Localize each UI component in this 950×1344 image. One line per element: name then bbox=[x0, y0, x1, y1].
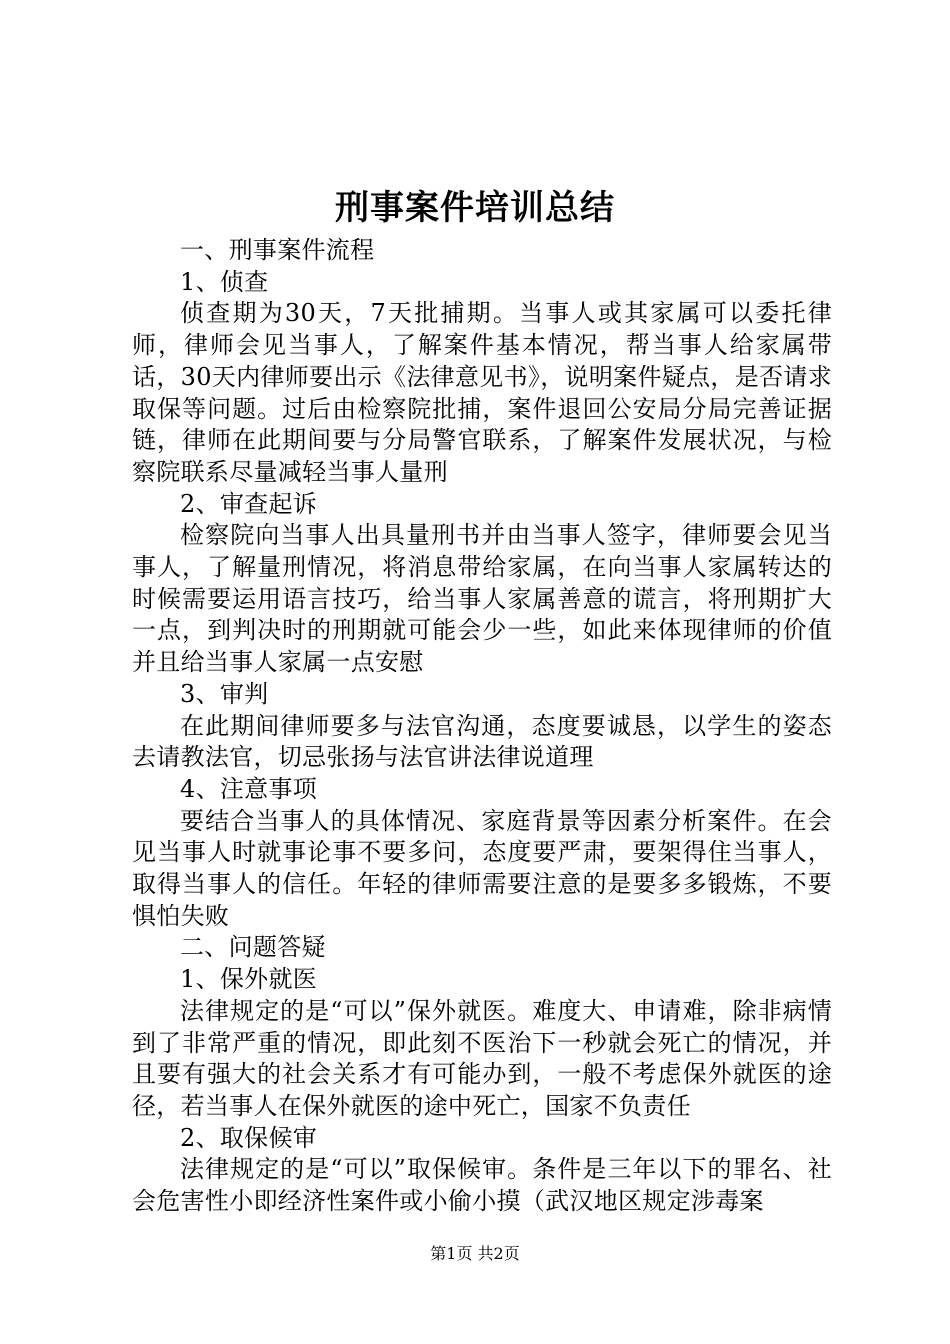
document-body bbox=[132, 235, 832, 1218]
subsection-heading: 2、审查起诉 bbox=[180, 489, 318, 518]
body-paragraph: 法律规定的是“可以”保外就医。难度大、申请难，除非病情到了非常严重的情况，即此刻不医治下一秒就会死亡的情况，并且要有强大的社会关系才有可能办到，一般不考虑保外就医的途径，若当事人在保外就医的途中死亡，国家不负责任 bbox=[132, 996, 832, 1120]
subsection-heading: 4、注意事项 bbox=[180, 774, 318, 803]
body-paragraph: 法律规定的是“可以”取保候审。条件是三年以下的罪名、社会危害性小即经济性案件或小偷小摸（武汉地区规定涉毒案 bbox=[132, 1155, 832, 1216]
subsection-heading: 3、审判 bbox=[180, 679, 269, 708]
document-title: 刑事案件培训总结 bbox=[335, 188, 615, 228]
subsection-heading: 2、取保候审 bbox=[180, 1123, 318, 1152]
body-paragraph: 检察院向当事人出具量刑书并由当事人签字，律师要会见当事人，了解量刑情况，将消息带给家属，在向当事人家属转达的时候需要运用语言技巧，给当事人家属善意的谎言，将刑期扩大一点，到判决时的刑期就可能会少一些，如此来体现律师的价值并且给当事人家属一点安慰 bbox=[132, 521, 832, 677]
body-paragraph: 要结合当事人的具体情况、家庭背景等因素分析案件。在会见当事人时就事论事不要多问，态度要严肃，要架得住当事人，取得当事人的信任。年轻的律师需要注意的是要多多锻炼，不要惧怕失败 bbox=[132, 806, 832, 930]
body-paragraph: 在此期间律师要多与法官沟通，态度要诚恳，以学生的姿态去请教法官，切忌张扬与法官讲法律说道理 bbox=[132, 711, 832, 772]
body-paragraph: 侦查期为30天，7天批捕期。当事人或其家属可以委托律师，律师会见当事人，了解案件基本情况，帮当事人给家属带话，30天内律师要出示《法律意见书》，说明案件疑点，是否请求取保等问题。过后由检察院批捕，案件退回公安局分局完善证据链，律师在此期间要与分局警官联系，了解案件发展状况，与检察院联系尽量减轻当事人量刑 bbox=[132, 299, 832, 486]
subsection-heading: 1、侦查 bbox=[180, 267, 269, 296]
subsection-heading: 1、保外就医 bbox=[180, 965, 318, 994]
section-heading: 二、问题答疑 bbox=[180, 933, 326, 962]
section-heading: 一、刑事案件流程 bbox=[180, 236, 375, 264]
page-footer: 第1页 共2页 bbox=[430, 1244, 520, 1263]
